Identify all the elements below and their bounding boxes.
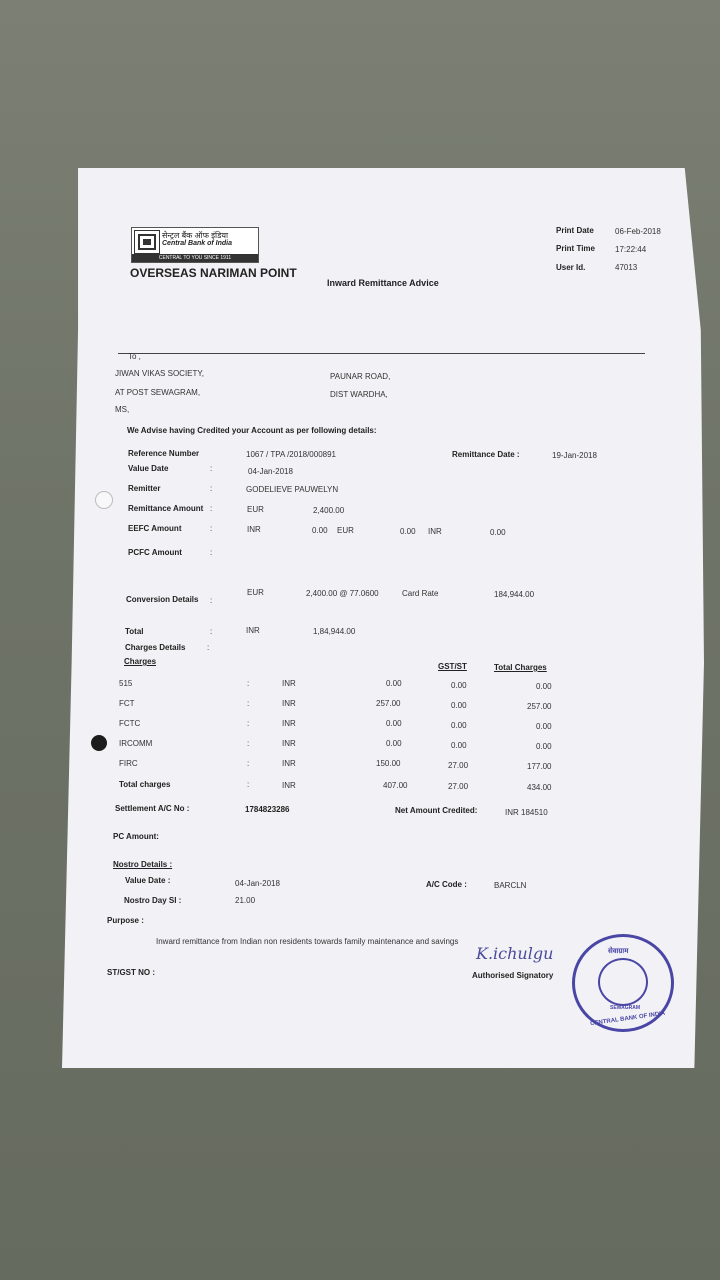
- charge-colon: :: [247, 739, 250, 748]
- conversion-value: 2,400.00 @ 77.0600: [306, 589, 379, 598]
- charge-gst: 27.00: [448, 761, 469, 770]
- nostro-label: Nostro Details :: [113, 860, 173, 869]
- to-label: To ,: [128, 352, 141, 361]
- colon: :: [207, 643, 210, 652]
- print-time: 17:22:44: [615, 245, 647, 254]
- value-date-label: Value Date: [128, 464, 169, 473]
- net-amount-value: INR 184510: [505, 808, 548, 817]
- nostro-value-date-label: Value Date :: [125, 876, 171, 885]
- remittance-amount-label: Remittance Amount: [128, 504, 204, 513]
- eefc-label: EEFC Amount: [128, 524, 182, 533]
- remitter-label: Remitter: [128, 484, 161, 493]
- stamp-branch-hindi: सेवाग्राम: [608, 948, 629, 955]
- eefc-value-1: 0.00: [312, 526, 328, 535]
- bank-logo-icon: [134, 230, 160, 254]
- logo-name: Central Bank of India: [162, 240, 233, 247]
- colon: :: [210, 627, 213, 636]
- colon: :: [210, 548, 213, 557]
- charge-name: FIRC: [119, 759, 138, 768]
- pcfc-label: PCFC Amount: [128, 548, 182, 557]
- charge-total: 0.00: [536, 682, 552, 691]
- stamp-outer-text: CENTRAL BANK OF INDIA: [589, 1010, 666, 1028]
- reference-value: 1067 / TPA /2018/000891: [246, 450, 337, 459]
- purpose-label: Purpose :: [107, 916, 144, 925]
- nostro-value-date: 04-Jan-2018: [235, 879, 280, 888]
- print-date-label: Print Date: [556, 226, 594, 235]
- charge-gst: 0.00: [451, 701, 467, 710]
- total-charges-currency: INR: [282, 781, 296, 790]
- charge-gst: 0.00: [451, 741, 467, 750]
- remittance-date-label: Remittance Date :: [452, 450, 520, 459]
- conversion-label: Conversion Details: [126, 595, 199, 604]
- ac-code-value: BARCLN: [494, 881, 527, 890]
- eefc-currency-1: INR: [247, 525, 261, 534]
- user-id: 47013: [615, 263, 638, 272]
- logo-tagline: CENTRAL TO YOU SINCE 1911: [132, 254, 258, 262]
- charge-total: 177.00: [527, 762, 552, 771]
- eefc-currency-3: INR: [428, 527, 442, 536]
- total-charges-gst: 27.00: [448, 782, 469, 791]
- remittance-date: 19-Jan-2018: [552, 451, 597, 460]
- nostro-day-label: Nostro Day SI :: [124, 896, 182, 905]
- charge-colon: :: [247, 759, 250, 768]
- charge-name: 515: [119, 679, 133, 688]
- signature: K.ichulgu: [476, 944, 554, 963]
- card-rate-value: 184,944.00: [494, 590, 535, 599]
- charges-details-label: Charges Details: [125, 643, 186, 652]
- signatory-label: Authorised Signatory: [472, 971, 554, 980]
- colon: :: [210, 484, 213, 493]
- bank-logo: [131, 227, 259, 263]
- colon: :: [210, 596, 213, 605]
- total-charges-header: Total Charges: [494, 663, 547, 672]
- address-line1: JIWAN VIKAS SOCIETY,: [115, 369, 204, 378]
- gst-header: GST/ST: [438, 662, 467, 671]
- colon: :: [210, 504, 213, 513]
- charge-name: FCT: [119, 699, 135, 708]
- charge-gst: 0.00: [451, 681, 467, 690]
- print-date: 06-Feb-2018: [615, 227, 661, 236]
- charge-amt: 150.00: [376, 759, 401, 768]
- branch-name: OVERSEAS NARIMAN POINT: [130, 266, 297, 280]
- charge-cur: INR: [282, 739, 296, 748]
- total-value: 1,84,944.00: [313, 627, 356, 636]
- punch-hole: [95, 491, 113, 509]
- charge-amt: 0.00: [386, 679, 402, 688]
- charge-cur: INR: [282, 759, 296, 768]
- total-charges-label: Total charges: [119, 780, 171, 789]
- charge-cur: INR: [282, 679, 296, 688]
- address-right2: DIST WARDHA,: [330, 390, 388, 399]
- stamp-emblem-icon: [598, 958, 648, 1006]
- card-rate-label: Card Rate: [402, 589, 439, 598]
- charge-amt: 257.00: [376, 699, 401, 708]
- address-line3: MS,: [115, 405, 130, 414]
- total-charges-amount: 407.00: [383, 781, 408, 790]
- net-amount-label: Net Amount Credited:: [395, 806, 478, 815]
- doc-title: Inward Remittance Advice: [327, 278, 439, 288]
- address-right1: PAUNAR ROAD,: [330, 372, 391, 381]
- nostro-day-value: 21.00: [235, 896, 256, 905]
- eefc-currency-2: EUR: [337, 526, 354, 535]
- reference-label: Reference Number: [128, 449, 200, 458]
- stgst-label: ST/GST NO :: [107, 968, 155, 977]
- document-page: [62, 168, 704, 1068]
- charge-colon: :: [247, 679, 250, 688]
- total-currency: INR: [246, 626, 260, 635]
- charges-header: Charges: [124, 657, 157, 666]
- charge-name: IRCOMM: [119, 739, 153, 748]
- charge-total: 0.00: [536, 722, 552, 731]
- charge-colon: :: [247, 699, 250, 708]
- colon: :: [247, 780, 250, 789]
- charge-name: FCTC: [119, 719, 141, 728]
- punch-hole: [91, 735, 107, 751]
- settlement-label: Settlement A/C No :: [115, 804, 190, 813]
- purpose-text: Inward remittance from Indian non residents towards family maintenance and savings: [156, 937, 459, 946]
- eefc-value-2: 0.00: [400, 527, 416, 536]
- colon: :: [210, 524, 213, 533]
- intro-text: We Advise having Credited your Account as per following details:: [127, 426, 377, 435]
- value-date: 04-Jan-2018: [248, 467, 293, 476]
- colon: :: [210, 464, 213, 473]
- charge-gst: 0.00: [451, 721, 467, 730]
- print-time-label: Print Time: [556, 244, 595, 253]
- charge-colon: :: [247, 719, 250, 728]
- logo-hindi: सेन्ट्रल बैंक ऑफ इंडिया: [162, 231, 229, 240]
- remittance-amount-currency: EUR: [247, 505, 264, 514]
- divider: [118, 353, 645, 354]
- address-line2: AT POST SEWAGRAM,: [115, 388, 201, 397]
- charge-total: 257.00: [527, 702, 552, 711]
- remitter-value: GODELIEVE PAUWELYN: [246, 485, 339, 494]
- stamp-branch-english: SEWAGRAM: [610, 1005, 640, 1011]
- ac-code-label: A/C Code :: [426, 880, 467, 889]
- pc-amount-label: PC Amount:: [113, 832, 159, 841]
- charge-total: 0.00: [536, 742, 552, 751]
- total-label: Total: [125, 627, 144, 636]
- conversion-currency: EUR: [247, 588, 264, 597]
- charge-amt: 0.00: [386, 739, 402, 748]
- user-id-label: User Id.: [556, 263, 586, 272]
- charge-cur: INR: [282, 719, 296, 728]
- eefc-value-3: 0.00: [490, 528, 506, 537]
- charge-amt: 0.00: [386, 719, 402, 728]
- remittance-amount: 2,400.00: [313, 506, 345, 515]
- charge-cur: INR: [282, 699, 296, 708]
- total-charges-total: 434.00: [527, 783, 552, 792]
- settlement-value: 1784823286: [245, 805, 290, 814]
